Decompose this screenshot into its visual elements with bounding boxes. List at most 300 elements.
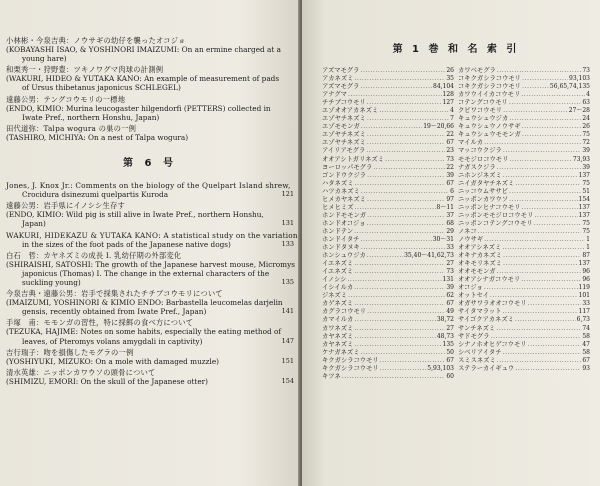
page-numbers: 154 (578, 195, 590, 203)
entry-line: 和栗秀一・狩野豊：ツキノワグマ肉球の計測例 (6, 65, 164, 75)
index-row (322, 333, 454, 341)
page-numbers: 19～20,66 (423, 123, 454, 131)
leader-dots (509, 188, 581, 196)
species-name: エゾオオアカネズミ (322, 107, 379, 115)
index-row (458, 228, 590, 236)
page-numbers: 38,72 (436, 316, 454, 324)
species-name: オキナカネズミ (458, 252, 502, 260)
index-row (322, 236, 454, 244)
entry-line: 遠藤公男：テングコウモリの一標地 (6, 94, 126, 104)
entry-line: (TEZUKA, HAJIME: Notes on some habits, especially the eating method of (6, 327, 282, 337)
page-numbers: 119 (578, 284, 590, 292)
page-numbers: 75 (582, 219, 590, 227)
leader-dots (478, 228, 582, 236)
index-row (322, 325, 454, 333)
species-name: キュウシュウノウサギ (458, 123, 521, 131)
index-row (458, 333, 590, 341)
page-numbers: 50 (446, 348, 454, 356)
leader-dots (515, 316, 576, 324)
entry-line: in the sizes of the foot pads of the Japanese native dogs) (22, 239, 231, 249)
index-row (458, 349, 590, 357)
leader-dots (354, 300, 445, 308)
leader-dots (503, 349, 582, 357)
index-row (458, 147, 590, 155)
species-name: マイルカ (458, 139, 484, 147)
leader-dots (503, 252, 581, 260)
page-numbers: 74 (582, 324, 590, 332)
species-name: チチブコウモリ (322, 99, 366, 107)
leader-dots (367, 139, 446, 147)
leader-dots (385, 156, 445, 164)
leader-dots (379, 107, 449, 115)
contents-list-top (6, 36, 294, 144)
page-numbers: 56,65,74,135 (549, 83, 590, 91)
index-row (322, 349, 454, 357)
page-numbers: 51 (582, 187, 590, 195)
index-row (458, 67, 590, 75)
page-numbers: 23 (446, 147, 454, 155)
page-numbers: 137 (578, 171, 590, 179)
page-numbers: 67 (446, 179, 454, 187)
page-numbers: 128 (442, 91, 454, 99)
page-numbers: 68 (446, 219, 454, 227)
page-numbers: 5,93,103 (427, 364, 454, 372)
leader-dots (367, 131, 446, 139)
species-name: ホンドモモンガ (322, 211, 367, 219)
leader-dots (354, 180, 445, 188)
species-name: カワウイイカコウモリ (458, 91, 521, 99)
leader-dots (528, 341, 582, 349)
entry-line: Jones, J. Knox Jr.: Comments on the biology of the Quelpart Island shrew, (6, 181, 291, 191)
page-numbers: 73 (446, 268, 454, 276)
page-numbers: 137 (578, 203, 590, 211)
page-numbers: 84,104 (433, 83, 454, 91)
entry-line: 白石 哲：カヤネズミの成長 I. 乳幼仔期の外部変化 (6, 250, 182, 260)
species-name: エゾヤチネズミ (322, 131, 366, 139)
species-name: カワベモグラ (458, 67, 496, 74)
entry-line: 田代道弥：Talpa wogura の巣の一例 (6, 123, 137, 133)
leader-dots (522, 123, 582, 131)
leader-dots (522, 131, 582, 139)
index-row (458, 365, 590, 373)
entry-line: (ENDO, KIMIO: Wild pig is still alive in Iwate Pref., northern Honshu, (6, 210, 264, 220)
index-row (322, 188, 454, 196)
index-row (458, 325, 590, 333)
species-name: シベリアイタチ (458, 348, 502, 356)
page-numbers: 75 (582, 131, 590, 139)
leader-dots (354, 204, 435, 212)
species-name: エゾヤチネズミ (322, 139, 366, 147)
page-numbers: 135 (442, 340, 454, 348)
index-row (458, 164, 590, 172)
leader-dots (490, 333, 581, 341)
species-name: カヤネズミ (322, 332, 354, 340)
index-row (458, 236, 590, 244)
entry-line: young hare) (22, 54, 67, 64)
entry-line: Japan) (22, 219, 46, 229)
species-name: キクガシラコウモリ (322, 364, 379, 372)
species-name: ナガスクジラ (458, 163, 496, 171)
leader-dots (361, 188, 449, 196)
page-numbers: 67 (582, 356, 590, 364)
index-row (458, 252, 590, 260)
index-row (322, 83, 454, 91)
leader-dots (521, 91, 585, 99)
index-row (322, 260, 454, 268)
leader-dots (354, 333, 435, 341)
page-numbers: 73,93 (572, 155, 590, 163)
species-name: サイゴクアカネズミ (458, 316, 514, 324)
page-numbers: 62 (446, 292, 454, 300)
leader-dots (348, 292, 445, 300)
species-name: ニイガタヤチネズミ (458, 179, 515, 187)
entry-line: (TASHIRO, MICHIYA: On a nest of Talpa wogura) (6, 132, 189, 142)
leader-dots (367, 252, 403, 260)
page-numbers: 49 (446, 308, 454, 316)
entry-page-number: 151 (281, 356, 294, 365)
contents-entry (6, 181, 294, 199)
contents-entry (6, 318, 294, 345)
page-numbers: 6 (450, 187, 454, 195)
entry-page-number: 154 (281, 376, 294, 385)
page-numbers: 4 (450, 107, 454, 115)
leader-dots (521, 204, 577, 212)
entry-line: 手塚 甫：モモンガの習性，特に採餌の食べ方について (6, 318, 194, 328)
species-name: ノウサギ (458, 235, 484, 243)
contents-entry (6, 251, 294, 287)
leader-dots (366, 147, 445, 155)
page-numbers: 75 (582, 179, 590, 187)
leader-dots (509, 196, 577, 204)
page-numbers: 39 (446, 171, 454, 179)
species-name: ヒメヒミズ (322, 203, 354, 211)
page-numbers: 96 (582, 268, 590, 276)
leader-dots (497, 164, 582, 172)
species-name: ニッポンモモジロコウモリ (458, 211, 534, 219)
index-row (458, 316, 590, 324)
index-row (458, 188, 590, 196)
species-name: オガサワラオオコウモリ (458, 300, 527, 308)
contents-entry (6, 65, 294, 92)
index-row (322, 164, 454, 172)
index-row (322, 91, 454, 99)
page-numbers: 67 (446, 356, 454, 364)
species-name: コテングコウモリ (458, 99, 508, 107)
index-columns (322, 67, 590, 381)
page-numbers: 39 (446, 284, 454, 292)
index-row (322, 268, 454, 276)
index-row (458, 172, 590, 180)
index-row (322, 196, 454, 204)
leader-dots (380, 357, 446, 365)
index-row (322, 341, 454, 349)
species-name: スミスネズミ (458, 356, 496, 364)
species-name: ノネコ (458, 227, 477, 235)
page-numbers: 117 (578, 308, 590, 316)
index-row (458, 196, 590, 204)
index-row (322, 75, 454, 83)
species-name: カマイルカ (322, 316, 354, 324)
index-row (458, 268, 590, 276)
species-name: コキクガシラコウモリ (458, 83, 521, 91)
page-numbers: 73 (446, 155, 454, 163)
contents-entry (6, 36, 294, 63)
index-row (322, 220, 454, 228)
page-numbers: 67 (446, 300, 454, 308)
species-name: ハツカネズミ (322, 187, 360, 195)
leader-dots (367, 220, 446, 228)
leader-dots (360, 67, 445, 75)
leader-dots (503, 260, 578, 268)
page-numbers: 1 (586, 244, 590, 252)
leader-dots (367, 212, 445, 220)
index-row (458, 220, 590, 228)
leader-dots (354, 268, 445, 276)
page-numbers: 39 (582, 163, 590, 171)
right-page (302, 0, 600, 486)
leader-dots (503, 107, 568, 115)
leader-dots (373, 164, 445, 172)
species-name: オオモモンガ (458, 268, 496, 276)
page-numbers: 58 (582, 332, 590, 340)
index-row (458, 357, 590, 365)
leader-dots (360, 236, 431, 244)
page-numbers: 30～31 (432, 235, 454, 243)
index-row (322, 67, 454, 75)
species-name: オオアシナガコウモリ (458, 276, 521, 284)
contents-entry (6, 124, 294, 142)
species-name: キュウシュウジカ (458, 115, 509, 123)
page-numbers: 75 (582, 227, 590, 235)
leader-dots (361, 349, 446, 357)
page-numbers: 63 (582, 99, 590, 107)
species-name: クビワコウモリ (458, 107, 503, 115)
entry-line: 清水英雄：ニッポンカワウソの頭骨について (6, 367, 156, 377)
species-name: オキモリネズミ (458, 260, 502, 268)
page-numbers: 73 (582, 67, 590, 74)
species-name: オットセイ (458, 292, 489, 300)
index-row (458, 180, 590, 188)
entry-line: (KOBAYASHI ISAO, & YOSHINORI IMAIZUMI: On an ermine charged at a (6, 45, 281, 55)
leader-dots (367, 196, 445, 204)
leader-dots (342, 373, 446, 381)
page-numbers: 93 (582, 364, 590, 372)
index-row (322, 172, 454, 180)
species-name: キクガシラコウモリ (322, 356, 379, 364)
page-numbers: 29 (446, 227, 454, 235)
contents-entry (6, 289, 294, 316)
leader-dots (367, 172, 445, 180)
page-numbers: 27～28 (568, 107, 590, 115)
leader-dots (361, 123, 422, 131)
leader-dots (354, 316, 435, 324)
page-numbers: 27 (446, 260, 454, 268)
species-name: イノシシ (322, 276, 347, 284)
species-name: ニホンジネズミ (458, 171, 502, 179)
index-title: 第 1 巻 和 名 索 引 (392, 44, 520, 55)
page-numbers: 33 (446, 244, 454, 252)
species-name: モモジロコウモリ (458, 155, 509, 163)
page-numbers: 39 (582, 147, 590, 155)
entry-line: of Ursus thibetanus japonicus SCHLEGEL) (22, 83, 181, 93)
leader-dots (497, 357, 582, 365)
species-name: カゲネズミ (322, 300, 354, 308)
page-numbers: 72 (582, 139, 590, 147)
entry-line: 今泉吉典・遠藤公男：岩手で採集されたチチブコウモリについて (6, 289, 223, 299)
page-numbers: 47 (582, 340, 590, 348)
index-row (322, 244, 454, 252)
species-name: イエネズミ (322, 268, 354, 276)
page-numbers: 7 (450, 115, 454, 123)
species-name: キュウシュウモモンガ (458, 131, 521, 139)
species-name: エゾモモンガ (322, 123, 360, 131)
leader-dots (354, 284, 445, 292)
page-numbers: 127 (442, 99, 454, 107)
leader-dots (522, 75, 568, 83)
species-name: ニッポンコテングコウモリ (458, 219, 533, 227)
leader-dots (361, 244, 446, 252)
entry-page-number: 135 (281, 277, 294, 286)
page-numbers: 67 (446, 139, 454, 147)
index-row (458, 341, 590, 349)
page-numbers: 1 (586, 235, 590, 243)
species-name: オコジョ (458, 284, 483, 292)
page-numbers: 58 (582, 348, 590, 356)
species-name: ホンドタヌキ (322, 244, 360, 252)
species-name: ホンドイタチ (322, 235, 360, 243)
leader-dots (360, 83, 432, 91)
page-numbers: 87 (582, 252, 590, 260)
index-row (458, 212, 590, 220)
index-row (322, 357, 454, 365)
entry-page-number: 133 (281, 239, 294, 248)
species-name: ニッポンカワウソ (458, 195, 509, 203)
index-row (322, 204, 454, 212)
page-numbers: 6,73 (576, 316, 590, 324)
contents-entry (6, 95, 294, 122)
index-row (322, 252, 454, 260)
species-name: ヨーロッパモグラ (322, 163, 373, 171)
species-name: イエネズミ (322, 260, 354, 268)
page-numbers: 22 (446, 131, 454, 139)
entry-line: 遠藤公男：岩手県にイノシシ生存す (6, 201, 126, 211)
index-row (322, 212, 454, 220)
leader-dots (503, 172, 578, 180)
contents-entry (6, 230, 298, 249)
entry-line: 小林彬・今泉吉典：ノウサギの幼仔を襲ったオコジョ (6, 36, 186, 45)
entry-line: gensis, recently obtained from Iwate Pref., Japan) (22, 307, 207, 317)
species-name: ケナガネズミ (322, 348, 360, 356)
species-name: カグラコウモリ (322, 308, 367, 316)
entry-line: 吉行瑞子：吻を損傷したモグラの一例 (6, 347, 134, 357)
page-numbers: 131 (442, 276, 454, 284)
index-row (322, 316, 454, 324)
species-name: ホンドオコジョ (322, 219, 366, 227)
index-row (322, 373, 454, 381)
page-numbers: 26 (582, 123, 590, 131)
page-numbers: 35 (446, 75, 454, 83)
leader-dots (354, 325, 445, 333)
page-numbers: 4 (586, 91, 590, 99)
leader-dots (497, 268, 582, 276)
leader-dots (484, 284, 578, 292)
index-row (458, 91, 590, 99)
leader-dots (354, 260, 445, 268)
index-row (458, 204, 590, 212)
index-row (458, 260, 590, 268)
species-name: アカネズミ (322, 75, 354, 83)
contents-entry (6, 201, 294, 228)
contents-entry (6, 348, 294, 366)
leader-dots (534, 220, 582, 228)
page-numbers: 97 (446, 195, 454, 203)
page-numbers: 93,103 (569, 75, 590, 83)
species-name: アズマモグラ (322, 67, 360, 74)
entry-line: suckling young) (22, 277, 81, 287)
page-numbers: 24 (582, 115, 590, 123)
index-row (458, 83, 590, 91)
leader-dots (503, 147, 582, 155)
species-name: ホンドテン (322, 227, 354, 235)
page-numbers: 37 (446, 211, 454, 219)
entry-line: (SHIRAISHI, SATOSHI: The growth of the Japanese harvest mouse, Micromys (6, 259, 295, 269)
species-name: カヤネズミ (322, 340, 354, 348)
leader-dots (515, 180, 581, 188)
entry-line: Crocidura dsinezumi quelpartis Kuroda (22, 190, 169, 200)
leader-dots (515, 365, 581, 373)
entry-page-number: 147 (281, 336, 294, 345)
page-numbers: 22 (446, 163, 454, 171)
leader-dots (497, 67, 582, 75)
leader-dots (521, 276, 581, 284)
species-name: オオアシトガリネズミ (322, 155, 385, 163)
index-column-1 (322, 67, 454, 381)
leader-dots (484, 236, 585, 244)
issue-heading: 第 6 号 (123, 158, 177, 170)
entry-line: (WAKURI, HIDEO & YUTAKA KANO: An example of measurement of pads (6, 74, 280, 84)
index-row (458, 156, 590, 164)
species-name: ニッコウムササビ (458, 187, 508, 195)
species-name: イシイルカ (322, 284, 354, 292)
leader-dots (354, 75, 445, 83)
page-numbers: 101 (578, 292, 590, 300)
leader-dots (496, 325, 581, 333)
page-numbers: 8～11 (436, 203, 454, 211)
contents-list-bottom (6, 181, 298, 388)
page-numbers: 137 (578, 211, 590, 219)
species-name: オオアシネズミ (458, 244, 502, 252)
entry-line: Iwate Pref., northern Honshu, Japan) (22, 112, 160, 122)
entry-page-number: 141 (281, 307, 294, 316)
index-row (322, 365, 454, 373)
species-name: ゴンドウクジラ (322, 171, 367, 179)
species-name: ステラーカイギュウ (458, 364, 515, 372)
entry-line: (SHIMIZU, EMORI: On the skull of the Japanese otter) (6, 376, 208, 386)
page-numbers: 48,73 (436, 332, 454, 340)
index-row (322, 228, 454, 236)
index-column-2 (458, 67, 590, 381)
species-name: ハタネズミ (322, 179, 354, 187)
species-name: アズマモグラ (322, 83, 360, 91)
leader-dots (354, 341, 441, 349)
species-name: ホンシュウジカ (322, 252, 366, 260)
species-name: マッコウクジラ (458, 147, 502, 155)
entry-line: leaves, of Pteromys volans amygdali in captivity) (22, 336, 203, 346)
leader-dots (509, 99, 582, 107)
entry-line: (YOSHIYUKI, MIZUKO: On a mole with damaged muzzle) (6, 356, 219, 366)
leader-dots (534, 212, 577, 220)
page-numbers: 33 (582, 300, 590, 308)
